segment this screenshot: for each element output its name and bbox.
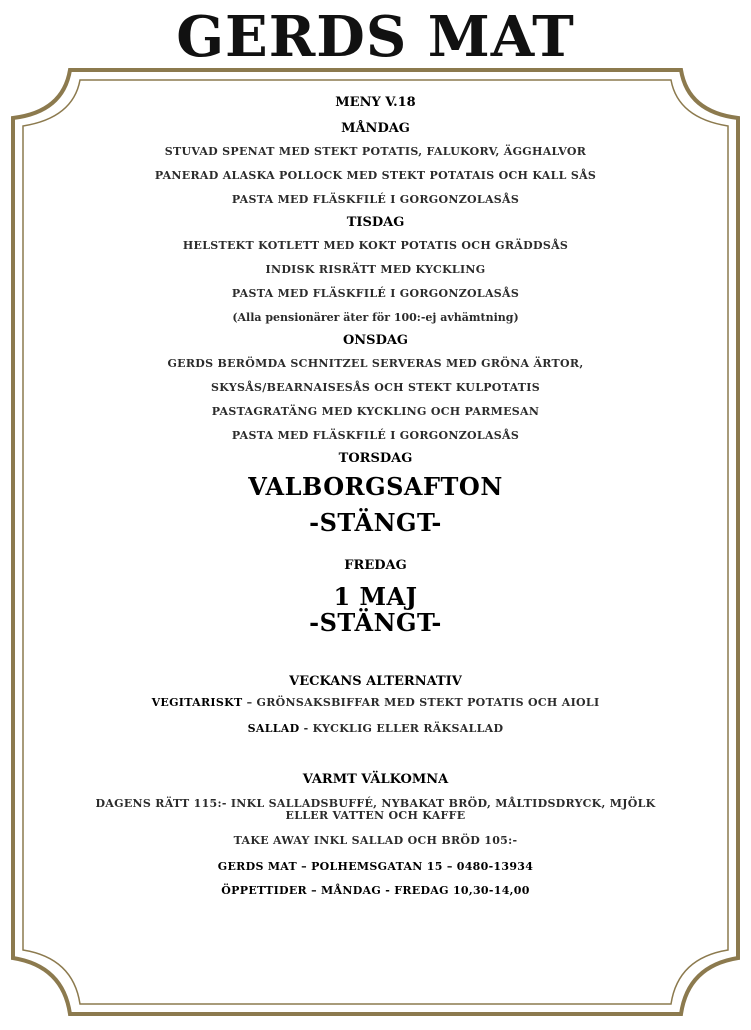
- day-monday: MÅNDAG: [341, 121, 410, 136]
- address-line: GERDS MAT – POLHEMSGATAN 15 – 0480-13934: [217, 860, 534, 873]
- day-thursday: TORSDAG: [338, 451, 413, 466]
- friday-holiday: 1 MAJ: [333, 582, 418, 611]
- menu-item: STUVAD SPENAT MED STEKT POTATIS, FALUKORV, ÄGGHALVOR: [164, 145, 587, 158]
- day-tuesday: TISDAG: [346, 215, 405, 230]
- day-friday: FREDAG: [344, 558, 407, 573]
- opening-hours: ÖPPETTIDER – MÅNDAG - FREDAG 10,30-14,00: [221, 884, 530, 897]
- menu-item: PASTA MED FLÄSKFILÉ I GORGONZOLASÅS: [231, 429, 520, 442]
- alternative-vegetarian: [70, 696, 681, 710]
- thursday-holiday: VALBORGSAFTON: [248, 472, 503, 501]
- price-line: DAGENS RÄTT 115:- INKL SALLADSBUFFÉ, NYBAKAT BRÖD, MÅLTIDSDRYCK, MJÖLK: [95, 797, 656, 810]
- welcome-heading: VARMT VÄLKOMNA: [302, 772, 449, 787]
- menu-item: HELSTEKT KOTLETT MED KOKT POTATIS OCH GRÄDDSÅS: [182, 239, 569, 252]
- menu-item: SKYSÅS/BEARNAISESÅS OCH STEKT KULPOTATIS: [211, 381, 540, 394]
- menu-item: PANERAD ALASKA POLLOCK MED STEKT POTATAIS OCH KALL SÅS: [154, 169, 597, 182]
- week-heading: MENY V.18: [335, 95, 416, 110]
- day-wednesday: ONSDAG: [342, 333, 409, 348]
- menu-item: PASTAGRATÄNG MED KYCKLING OCH PARMESAN: [211, 405, 540, 418]
- menu-content: [70, 88, 681, 898]
- vegetarian-text: – GRÖNSAKSBIFFAR MED STEKT POTATIS OCH AIOLI: [242, 696, 600, 709]
- pensioner-note: (Alla pensionärer äter för 100:-ej avhämtning): [232, 311, 519, 324]
- thursday-closed: -STÄNGT-: [309, 508, 442, 537]
- takeaway-line: TAKE AWAY INKL SALLAD OCH BRÖD 105:-: [233, 834, 518, 847]
- salad-label: SALLAD: [247, 722, 300, 735]
- menu-item: INDISK RISRÄTT MED KYCKLING: [265, 263, 486, 276]
- price-line-cont: ELLER VATTEN OCH KAFFE: [285, 809, 466, 822]
- vegetarian-label: VEGITARISKT: [151, 696, 243, 709]
- alternatives-heading: VECKANS ALTERNATIV: [289, 674, 462, 689]
- salad-text: - KYCKLIG ELLER RÄKSALLAD: [299, 722, 504, 735]
- alternative-salad: [70, 722, 681, 736]
- friday-closed: -STÄNGT-: [309, 608, 442, 637]
- menu-item: GERDS BERÖMDA SCHNITZEL SERVERAS MED GRÖNA ÄRTOR,: [167, 357, 584, 370]
- page-title: GERDS MAT: [176, 4, 575, 70]
- menu-item: PASTA MED FLÄSKFILÉ I GORGONZOLASÅS: [231, 193, 520, 206]
- menu-item: PASTA MED FLÄSKFILÉ I GORGONZOLASÅS: [231, 287, 520, 300]
